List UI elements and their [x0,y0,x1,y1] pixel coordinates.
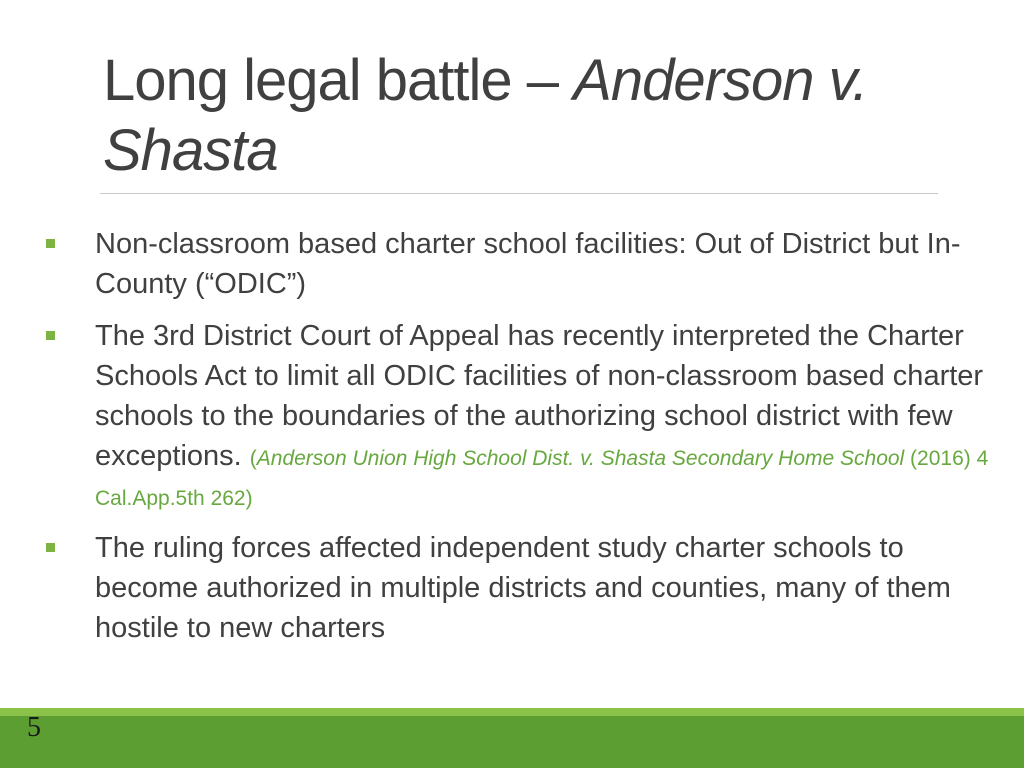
bullet-item [44,224,989,304]
footer-accent-stripe [0,708,1024,716]
slide-title [103,46,943,186]
bullet-text: The ruling forces affected independent study charter schools to become authorized in multiple districts and counties, many of them hostile to new charters [95,532,951,644]
citation-open-paren: ( [249,447,257,470]
title-case-name-1: Anderson v. [573,48,868,113]
slide-number: 5 [27,712,41,743]
citation-reference: (2016) 4 Cal.App.5th 262) [95,447,989,510]
title-plain: Long legal battle – [103,48,574,113]
square-bullet-icon [46,331,55,340]
bullet-text: Non-classroom based charter school facilities: Out of District but In-County (“ODIC”) [95,228,961,300]
bullet-item [44,316,989,516]
bullet-text: The 3rd District Court of Appeal has recently interpreted the Charter Schools Act to limit all ODIC facilities of non-classroom based charter schools to the boundaries of the authorizing school district with few exceptions. [95,320,984,472]
citation-case-name: Anderson Union High School Dist. v. Shasta Secondary Home School [256,447,905,470]
square-bullet-icon [46,239,55,248]
title-divider [100,193,938,194]
bullet-item [44,528,989,648]
square-bullet-icon [46,543,55,552]
footer-bar [0,716,1024,768]
bullet-list [44,224,989,660]
title-case-name-2: Shasta [103,118,278,183]
